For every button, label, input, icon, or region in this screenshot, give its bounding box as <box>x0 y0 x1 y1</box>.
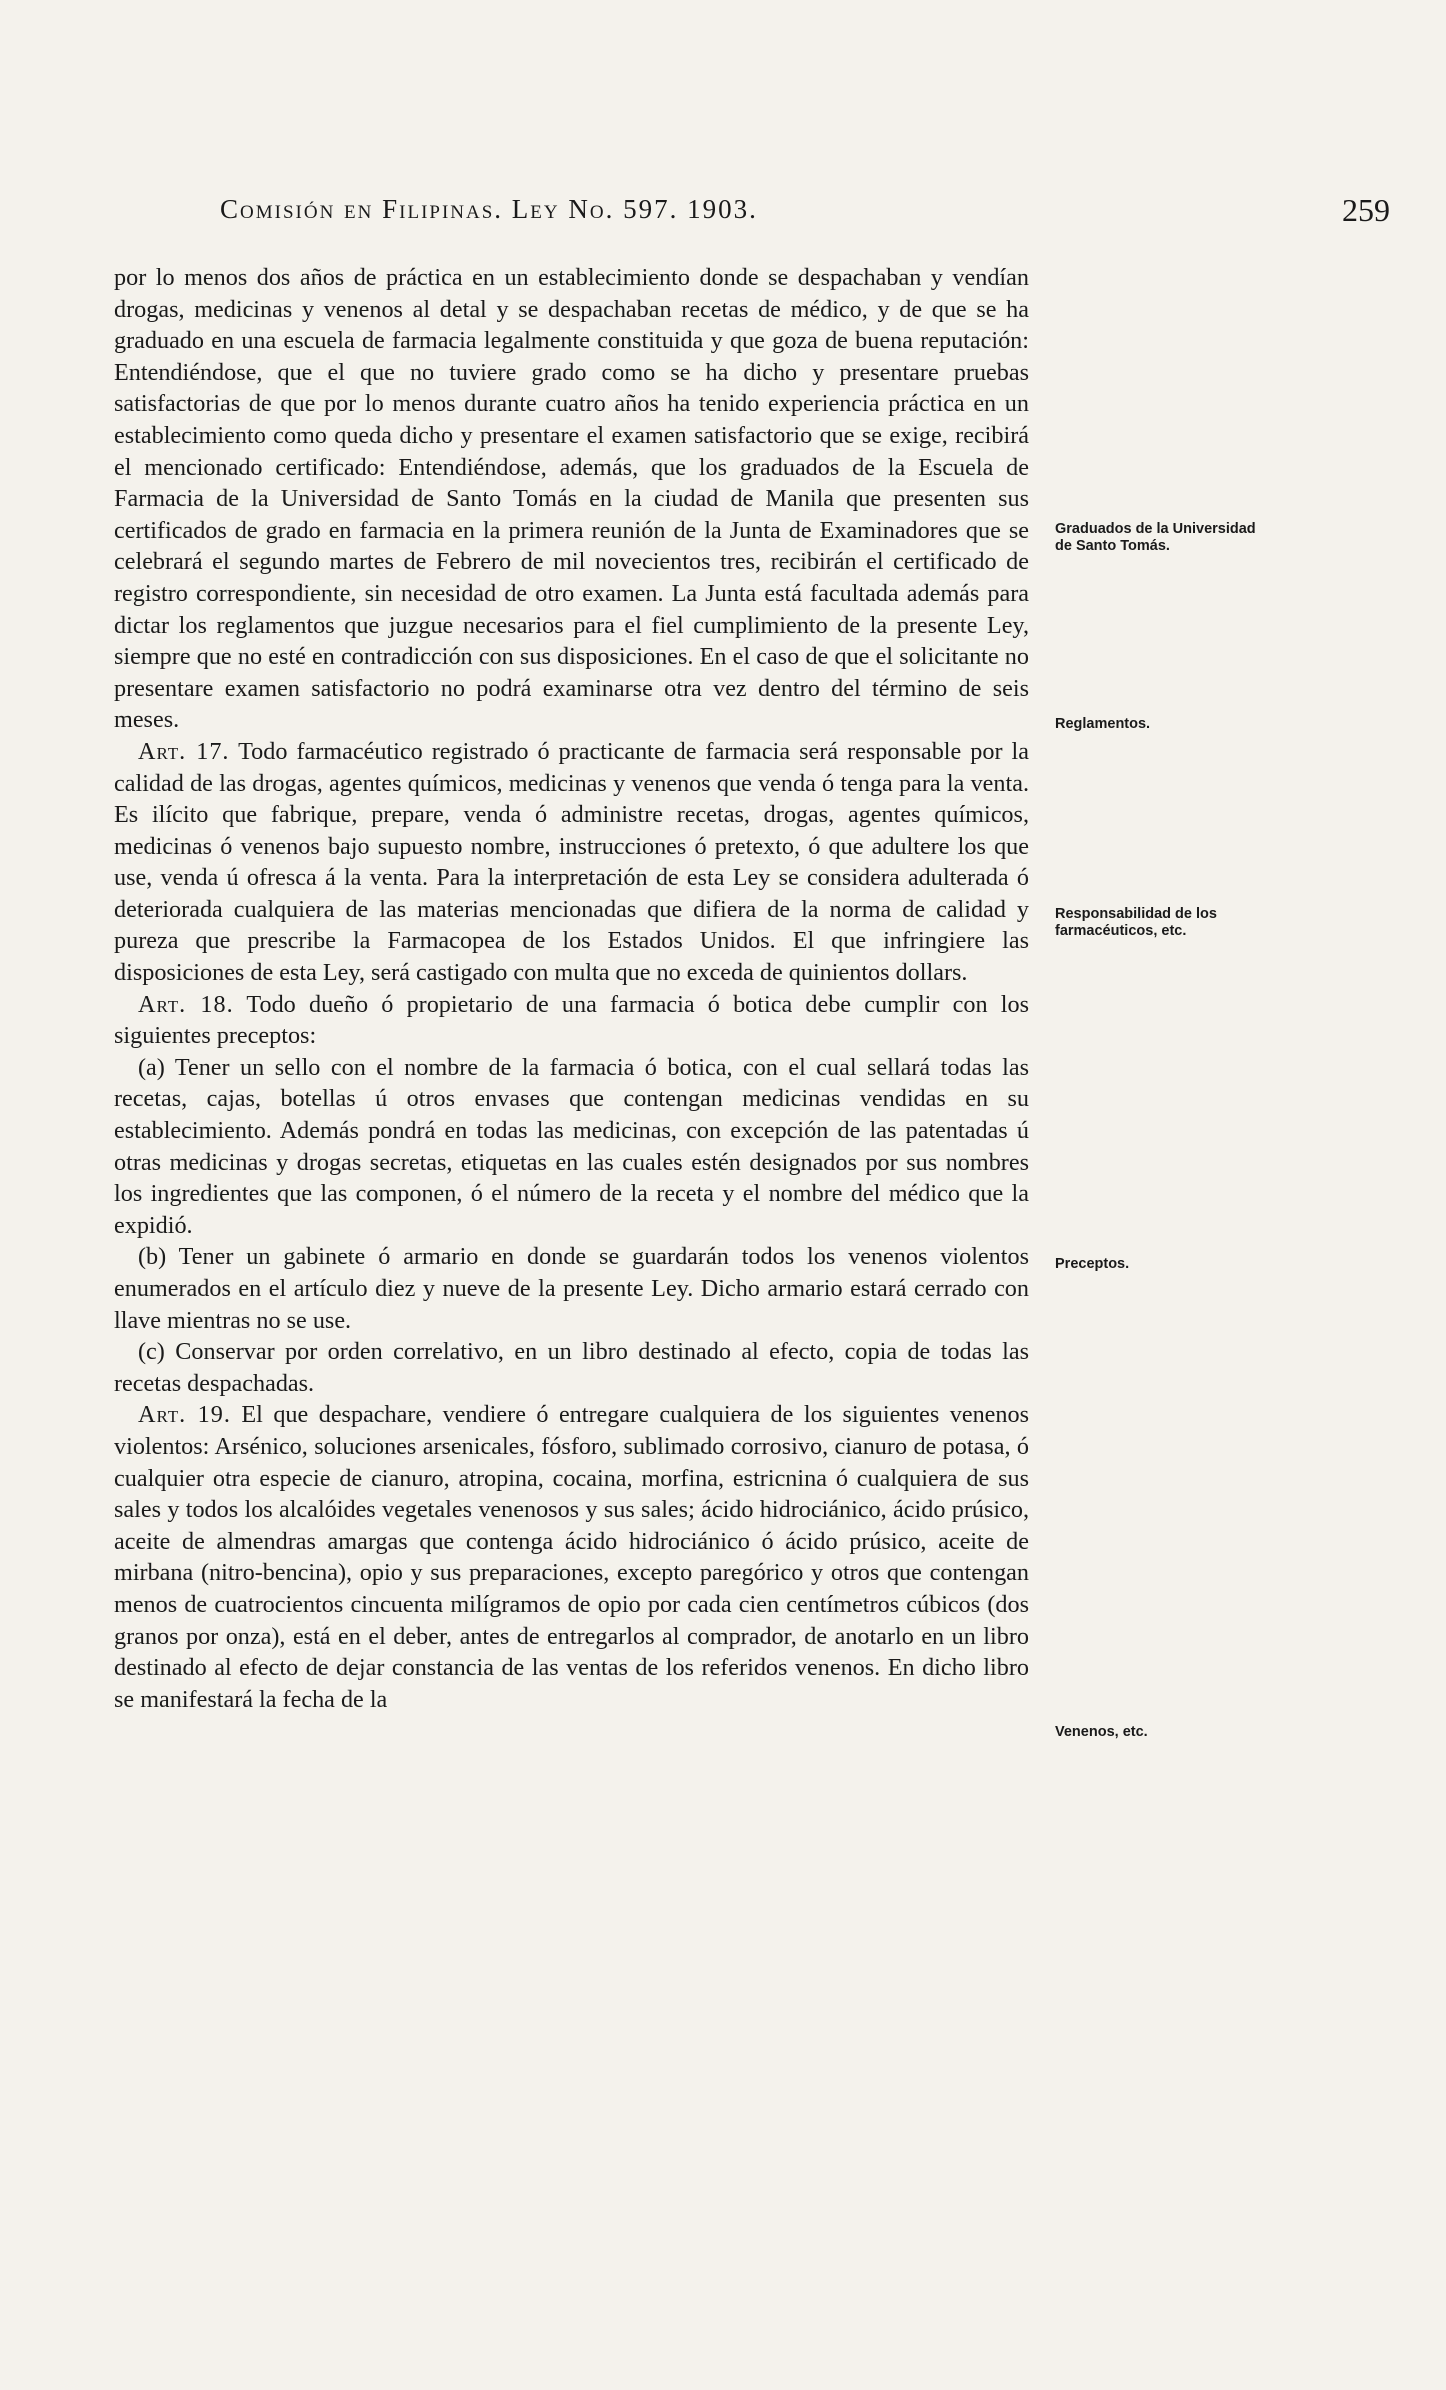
running-header <box>220 188 1390 238</box>
margin-note-responsabilidad: Responsabilidad de los farmacéuticos, etc. <box>1055 906 1217 939</box>
clause-label: (a) <box>138 1053 165 1081</box>
margin-note-venenos: Venenos, etc. <box>1055 1724 1148 1740</box>
article-number: Art. 19. <box>138 1401 231 1429</box>
paragraph-clause-b <box>114 1241 1029 1336</box>
paragraph-art-19 <box>114 1399 1029 1715</box>
margin-note-reglamentos: Reglamentos. <box>1055 716 1151 732</box>
paragraph-art-17-text: Todo farmacéutico registrado ó practicante de farmacia será responsable por la calidad de las drogas, agentes químicos, medicinas y venenos que venda ó tenga para la venta. Es ilícito que fabrique, prepare, venda ó administre recetas, drogas, agentes químicos, medicinas ó venenos bajo supuesto nombre, instrucciones ó pretexto, ó que adultere los que use, venda ú ofresca á la venta. Para la interpretación de esta Ley se considera adulterada ó deteriorada cualquiera de las materias mencionadas que difiera de la norma de calidad y pureza que prescribe la Farmacopea de los Estados Unidos. El que infringiere las disposiciones de esta Ley, será castigado con multa que no exceda de quinientos dollars. <box>114 737 1030 987</box>
paragraph-art-19-text: El que despachare, vendiere ó entregare cualquiera de los siguientes venenos violentos: Arsénico, soluciones arsenicales, fósforo, sublimado corrosivo, cianuro de potasa, ó cualquier otra especie de cianuro, atropina, cocaina, morfina, estricnina ó cualquiera de sus sales y todos los alcalóides vegetales venenosos y sus sales; ácido hidrociánico, ácido prúsico, aceite de almendras amargas que contenga ácido hidrociánico ó ácido prúsico, aceite de mirbana (nitro-bencina), opio y sus preparaciones, excepto paregórico y otros que contengan menos de cuatrocientos cincuenta milígramos de opio por cada cien centímetros cúbicos (dos granos por onza), está en el deber, antes de entregarlos al comprador, de anotarlo en un libro destinado al efecto de dejar constancia de las ventas de los referidos venenos. En dicho libro se manifestará la fecha de la <box>114 1401 1029 1713</box>
header-title: Comisión en Filipinas. Ley No. 597. 1903. <box>220 194 758 224</box>
paragraph-art-18-text: Todo dueño ó propietario de una farmacia ó botica debe cumplir con los siguientes preceptos: <box>114 990 1029 1050</box>
body-text <box>114 262 1029 1715</box>
page-number: 259 <box>1342 192 1390 228</box>
article-number: Art. 17. <box>138 737 230 765</box>
margin-note-preceptos: Preceptos. <box>1055 1256 1130 1272</box>
paragraph-clause-a-text: Tener un sello con el nombre de la farmacia ó botica, con el cual sellará todas las recetas, cajas, botellas ú otros envases que contengan medicinas vendidas en su establecimiento. Además pondrá en todas las medicinas, con excepción de las patentadas ú otras medicinas y drogas secretas, etiquetas en las cuales estén designados por sus nombres los ingredientes que las componen, ó el número de la receta y el nombre del médico que la expidió. <box>114 1053 1029 1239</box>
paragraph-clause-a <box>114 1052 1029 1242</box>
paragraph-clause-c-text: Conservar por orden correlativo, en un libro destinado al efecto, copia de todas las recetas despachadas. <box>114 1338 1029 1397</box>
paragraph-clause-c <box>114 1336 1029 1399</box>
article-number: Art. 18. <box>138 990 234 1018</box>
paragraph-art-17 <box>114 736 1029 989</box>
clause-label: (b) <box>138 1243 167 1271</box>
paragraph-1 <box>114 262 1029 736</box>
paragraph-1-text: por lo menos dos años de práctica en un establecimiento donde se despachaban y vendían drogas, medicinas y venenos al detal y se despachaban recetas de médico, y de que se ha graduado en una escuela de farmacia legalmente constituida y que goza de buena reputación: Entendiéndose, que el que no tuviere grado como se ha dicho y presentare pruebas satisfactorias de que por lo menos durante cuatro años ha tenido experiencia práctica en un establecimiento como queda dicho y presentare el examen satisfactorio que se exige, recibirá el mencionado certificado: Entendiéndose, además, que los graduados de la Escuela de Farmacia de la Universidad de Santo Tomás en la ciudad de Manila que presenten sus certificados de grado en farmacia en la primera reunión de la Junta de Examinadores que se celebrará el segundo martes de Febrero de mil novecientos tres, recibirán el certificado de registro correspondiente, sin necesidad de otro examen. La Junta está facultada además para dictar los reglamentos que juzgue necesarios para el fiel cumplimiento de la presente Ley, siempre que no esté en contradicción con sus disposiciones. En el caso de que el solicitante no presentare examen satisfactorio no podrá examinarse otra vez dentro del término de seis meses. <box>114 264 1029 734</box>
paragraph-art-18 <box>114 989 1029 1052</box>
paragraph-clause-b-text: Tener un gabinete ó armario en donde se guardarán todos los venenos violentos enumerados en el artículo diez y nueve de la presente Ley. Dicho armario estará cerrado con llave mientras no se use. <box>114 1243 1029 1334</box>
margin-note-graduados: Graduados de la Universidad de Santo Tomás. <box>1055 521 1256 554</box>
clause-label: (c) <box>138 1338 165 1366</box>
